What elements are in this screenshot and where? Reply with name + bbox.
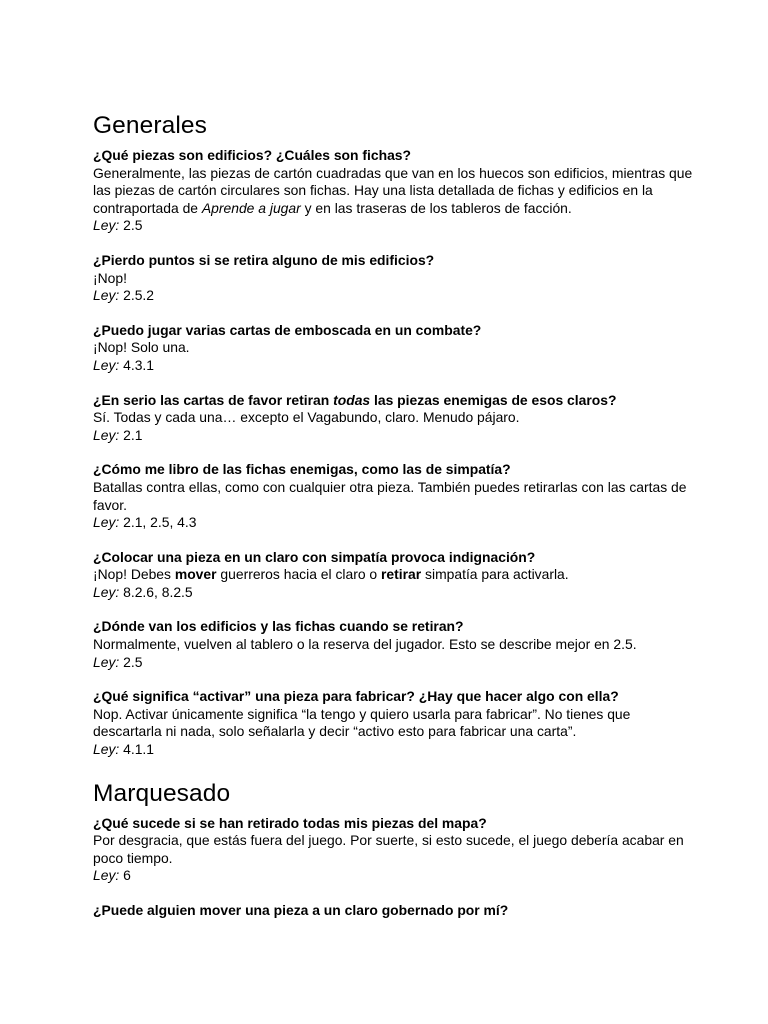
- law-label: Ley:: [93, 514, 120, 531]
- faq-law-reference: [93, 427, 693, 445]
- law-value: 2.1, 2.5, 4.3: [119, 514, 197, 531]
- answer-text-run: ¡Nop!: [93, 269, 127, 286]
- faq-law-reference: [93, 217, 693, 235]
- answer-bold-run: retirar: [381, 566, 422, 583]
- faq-answer: [93, 706, 693, 741]
- faq-item: [93, 549, 693, 602]
- faq-law-reference: [93, 654, 693, 672]
- law-label: Ley:: [93, 287, 120, 304]
- faq-answer: [93, 339, 693, 357]
- faq-item: [93, 252, 693, 305]
- answer-bold-run: mover: [174, 566, 217, 583]
- law-label: Ley:: [93, 217, 120, 234]
- law-label: Ley:: [93, 653, 120, 670]
- faq-answer: [93, 566, 693, 584]
- section-heading: Marquesado: [93, 779, 231, 807]
- answer-text-run: ¡Nop! Solo una.: [93, 339, 190, 356]
- faq-answer: [93, 409, 693, 427]
- law-label: Ley:: [93, 356, 120, 373]
- faq-law-reference: [93, 514, 693, 532]
- faq-question: [93, 902, 693, 920]
- faq-question: [93, 252, 693, 270]
- document-body: [93, 108, 693, 937]
- faq-question: [93, 392, 693, 410]
- faq-item: [93, 815, 693, 885]
- faq-item: [93, 618, 693, 671]
- question-text-run: ¿Dónde van los edificios y las fichas cuando se retiran?: [93, 618, 464, 635]
- question-text-run: ¿Qué significa “activar” una pieza para fabricar? ¿Hay que hacer algo con ella?: [93, 688, 619, 705]
- faq-question: [93, 688, 693, 706]
- law-value: 4.1.1: [119, 741, 155, 758]
- faq-answer: [93, 479, 693, 514]
- answer-text-run: Sí. Todas y cada una… excepto el Vagabundo, claro. Menudo pájaro.: [93, 409, 520, 426]
- question-text-run: ¿Qué piezas son edificios? ¿Cuáles son fichas?: [93, 147, 412, 163]
- question-text-run: ¿Cómo me libro de las fichas enemigas, como las de simpatía?: [93, 461, 511, 478]
- law-value: 4.3.1: [119, 356, 155, 373]
- question-text-run: ¿Puedo jugar varias cartas de emboscada en un combate?: [93, 321, 482, 338]
- faq-item: [93, 392, 693, 445]
- faq-answer: [93, 832, 693, 867]
- faq-answer: [93, 636, 693, 654]
- question-text-run: ¿Puede alguien mover una pieza a un claro gobernado por mí?: [93, 902, 509, 918]
- faq-law-reference: [93, 584, 693, 602]
- law-value: 2.5: [119, 653, 143, 670]
- law-value: 6: [119, 867, 131, 884]
- law-label: Ley:: [93, 583, 120, 600]
- answer-text-run: Normalmente, vuelven al tablero o la reserva del jugador. Esto se describe mejor en 2.5.: [93, 636, 637, 653]
- law-label: Ley:: [93, 867, 120, 884]
- section-heading: Generales: [93, 112, 207, 139]
- faq-section: [93, 776, 693, 920]
- law-value: 8.2.6, 8.2.5: [119, 583, 193, 600]
- faq-question: [93, 815, 693, 833]
- faq-law-reference: [93, 867, 693, 885]
- answer-text-run: Batallas contra ellas, como con cualquier otra pieza. También puedes retirarlas con las cartas de favor.: [93, 478, 687, 513]
- law-value: 2.5.2: [119, 287, 155, 304]
- faq-question: [93, 549, 693, 567]
- question-text-run: ¿Qué sucede si se han retirado todas mis piezas del mapa?: [93, 814, 487, 831]
- law-value: 2.1: [119, 426, 143, 443]
- answer-italic-run: Aprende a jugar: [201, 199, 301, 216]
- faq-section: [93, 108, 693, 759]
- law-label: Ley:: [93, 741, 120, 758]
- question-text-run: ¿En serio las cartas de favor retiran: [93, 391, 334, 408]
- faq-law-reference: [93, 287, 693, 305]
- faq-law-reference: [93, 357, 693, 375]
- faq-item: [93, 461, 693, 531]
- question-text-run: las piezas enemigas de esos claros?: [370, 391, 617, 408]
- faq-question: [93, 147, 693, 165]
- faq-law-reference: [93, 741, 693, 759]
- faq-question: [93, 461, 693, 479]
- faq-answer: [93, 165, 693, 218]
- faq-question: [93, 618, 693, 636]
- answer-text-run: simpatía para activarla.: [421, 566, 569, 583]
- faq-question: [93, 322, 693, 340]
- answer-text-run: Nop. Activar únicamente significa “la tengo y quiero usarla para fabricar”. No tienes que descartarla ni nada, solo señalarla y decir “activo esto para fabricar una carta”.: [93, 705, 631, 740]
- answer-text-run: guerreros hacia el claro o: [216, 566, 382, 583]
- answer-text-run: Por desgracia, que estás fuera del juego. Por suerte, si esto sucede, el juego debería acabar en poco tiempo.: [93, 832, 684, 866]
- answer-text-run: ¡Nop! Debes: [93, 566, 175, 583]
- faq-item: [93, 902, 693, 920]
- question-text-run: ¿Colocar una pieza en un claro con simpatía provoca indignación?: [93, 548, 536, 565]
- question-italic-run: todas: [333, 391, 371, 408]
- law-label: Ley:: [93, 426, 120, 443]
- question-text-run: ¿Pierdo puntos si se retira alguno de mis edificios?: [93, 251, 435, 268]
- faq-answer: [93, 270, 693, 288]
- faq-item: [93, 147, 693, 235]
- faq-item: [93, 688, 693, 758]
- answer-text-run: Generalmente, las piezas de cartón cuadradas que van en los huecos son edificios, mientras que las piezas de cartón circulares son fichas. Hay una lista detallada de fichas y edificios en la contraportada de: [93, 164, 693, 216]
- law-value: 2.5: [119, 217, 143, 234]
- faq-item: [93, 322, 693, 375]
- answer-text-run: y en las traseras de los tableros de facción.: [300, 199, 572, 216]
